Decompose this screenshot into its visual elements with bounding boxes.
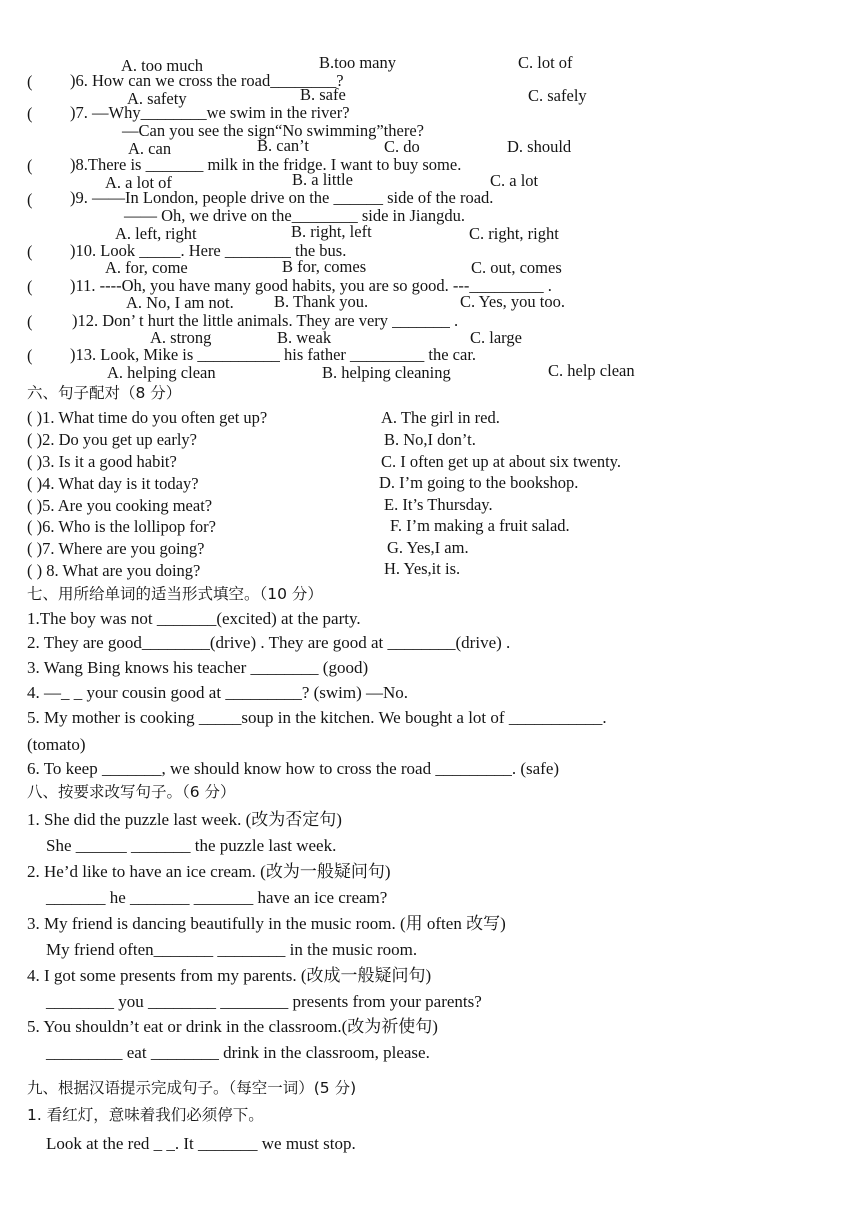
p6-answer-d: D. I’m going to the bookshop. — [379, 473, 579, 492]
q8-paren: ( — [27, 156, 33, 175]
q9-option-b: B. right, left — [291, 222, 372, 241]
p6-answer-c: C. I often get up at about six twenty. — [381, 452, 621, 471]
q5-option-b: B.too many — [319, 53, 396, 72]
p8-line-4-answer: ________ you ________ ________ presents from your parents? — [46, 992, 482, 1011]
p8-line-5-answer: _________ eat ________ drink in the classroom, please. — [46, 1043, 430, 1062]
p8-line-3: 3. My friend is dancing beautifully in the music room. (用 often 改写) — [27, 914, 506, 933]
p6-question-4: ( )4. What day is it today? — [27, 474, 199, 493]
q12-paren: ( — [27, 312, 33, 331]
p7-line-3: 3. Wang Bing knows his teacher ________ (good) — [27, 658, 369, 677]
q10-option-b: B for, comes — [282, 257, 367, 276]
q9-stem: )9. ——In London, people drive on the ______ side of the road. — [70, 188, 494, 207]
q10-stem: )10. Look _____. Here ________ the bus. — [70, 241, 347, 260]
q9-paren: ( — [27, 190, 33, 209]
q8-stem: )8.There is _______ milk in the fridge. I want to buy some. — [70, 155, 462, 174]
p6-answer-a: A. The girl in red. — [381, 408, 500, 427]
q6-option-c: C. safely — [528, 86, 587, 105]
q13-option-a: A. helping clean — [107, 363, 216, 382]
p6-answer-e: E. It’s Thursday. — [384, 495, 493, 514]
q10-option-c: C. out, comes — [471, 258, 562, 277]
p7-line-4: 4. —_ _ your cousin good at _________? (swim) —No. — [27, 683, 409, 702]
q7-line2: —Can you see the sign“No swimming”there? — [122, 121, 424, 140]
p6-answer-f: F. I’m making a fruit salad. — [390, 516, 570, 535]
q11-paren: ( — [27, 277, 33, 296]
q12-option-c: C. large — [470, 328, 522, 347]
p7-line-2: 2. They are good________(drive) . They are good at ________(drive) . — [27, 633, 511, 652]
p6-question-8: ( ) 8. What are you doing? — [27, 561, 201, 580]
part9-heading: 九、根据汉语提示完成句子。（每空一词）(5 分) — [27, 1079, 357, 1097]
p7-line-5-cont: (tomato) — [27, 735, 86, 754]
q7-paren: ( — [27, 104, 33, 123]
q13-stem: )13. Look, Mike is __________ his father _________ the car. — [70, 345, 477, 364]
p6-question-5: ( )5. Are you cooking meat? — [27, 496, 213, 515]
p7-line-6: 6. To keep _______, we should know how to cross the road _________. (safe) — [27, 759, 560, 778]
q6-option-a: A. safety — [127, 89, 187, 108]
q7-option-c: C. do — [384, 137, 420, 156]
p7-line-5: 5. My mother is cooking _____soup in the kitchen. We bought a lot of ___________. — [27, 708, 607, 727]
p6-answer-b: B. No,I don’t. — [384, 430, 476, 449]
part8-heading: 八、按要求改写句子。（6 分） — [27, 783, 236, 801]
q12-option-a: A. strong — [150, 328, 212, 347]
q12-option-b: B. weak — [277, 328, 332, 347]
p6-answer-h: H. Yes,it is. — [384, 559, 461, 578]
p6-question-3: ( )3. Is it a good habit? — [27, 452, 177, 471]
q6-stem: )6. How can we cross the road________? — [70, 71, 344, 90]
q12-stem: )12. Don’ t hurt the little animals. They are very _______ . — [72, 311, 459, 330]
part6-heading: 六、句子配对（8 分） — [27, 384, 182, 402]
q8-option-c: C. a lot — [490, 171, 539, 190]
part7-heading: 七、用所给单词的适当形式填空。（10 分） — [27, 585, 323, 603]
q8-option-a: A. a lot of — [105, 173, 172, 192]
q10-option-a: A. for, come — [105, 258, 188, 277]
p8-line-2: 2. He’d like to have an ice cream. (改为一般疑问句) — [27, 862, 391, 881]
q8-option-b: B. a little — [292, 170, 353, 189]
p8-line-5: 5. You shouldn’t eat or drink in the classroom.(改为祈使句) — [27, 1017, 438, 1036]
q7-option-b: B. can’t — [257, 136, 309, 155]
q6-paren: ( — [27, 72, 33, 91]
q5-option-a: A. too much — [121, 56, 204, 75]
p8-line-3-answer: My friend often_______ ________ in the music room. — [46, 940, 418, 959]
q11-stem: )11. ----Oh, you have many good habits, you are so good. ---_________ . — [70, 276, 552, 295]
p8-line-1: 1. She did the puzzle last week. (改为否定句) — [27, 810, 342, 829]
p6-answer-g: G. Yes,I am. — [387, 538, 469, 557]
q9-line2: —— Oh, we drive on the________ side in Jiangdu. — [124, 206, 465, 225]
q6-option-b: B. safe — [300, 85, 346, 104]
q11-option-a: A. No, I am not. — [126, 293, 234, 312]
p6-question-6: ( )6. Who is the lollipop for? — [27, 517, 216, 536]
p8-line-1-answer: She ______ _______ the puzzle last week. — [46, 836, 337, 855]
q13-option-b: B. helping cleaning — [322, 363, 451, 382]
q13-paren: ( — [27, 346, 33, 365]
q5-option-c: C. lot of — [518, 53, 573, 72]
p8-line-4: 4. I got some presents from my parents. (改成一般疑问句) — [27, 966, 432, 985]
q7-stem: )7. —Why________we swim in the river? — [70, 103, 350, 122]
p9-line-1-answer: Look at the red _ _. It _______ we must stop. — [46, 1134, 356, 1153]
q7-option-d: D. should — [507, 137, 572, 156]
q11-option-b: B. Thank you. — [274, 292, 369, 311]
p6-question-7: ( )7. Where are you going? — [27, 539, 205, 558]
p6-question-2: ( )2. Do you get up early? — [27, 430, 197, 449]
p7-line-1: 1.The boy was not _______(excited) at the party. — [27, 609, 361, 628]
q7-option-a: A. can — [128, 139, 172, 158]
p8-line-2-answer: _______ he _______ _______ have an ice cream? — [46, 888, 388, 907]
q11-option-c: C. Yes, you too. — [460, 292, 565, 311]
q9-option-a: A. left, right — [115, 224, 197, 243]
q9-option-c: C. right, right — [469, 224, 559, 243]
q13-option-c: C. help clean — [548, 361, 635, 380]
p9-line-1: 1. 看红灯，意味着我们必须停下。 — [27, 1106, 264, 1124]
p6-question-1: ( )1. What time do you often get up? — [27, 408, 268, 427]
q10-paren: ( — [27, 242, 33, 261]
